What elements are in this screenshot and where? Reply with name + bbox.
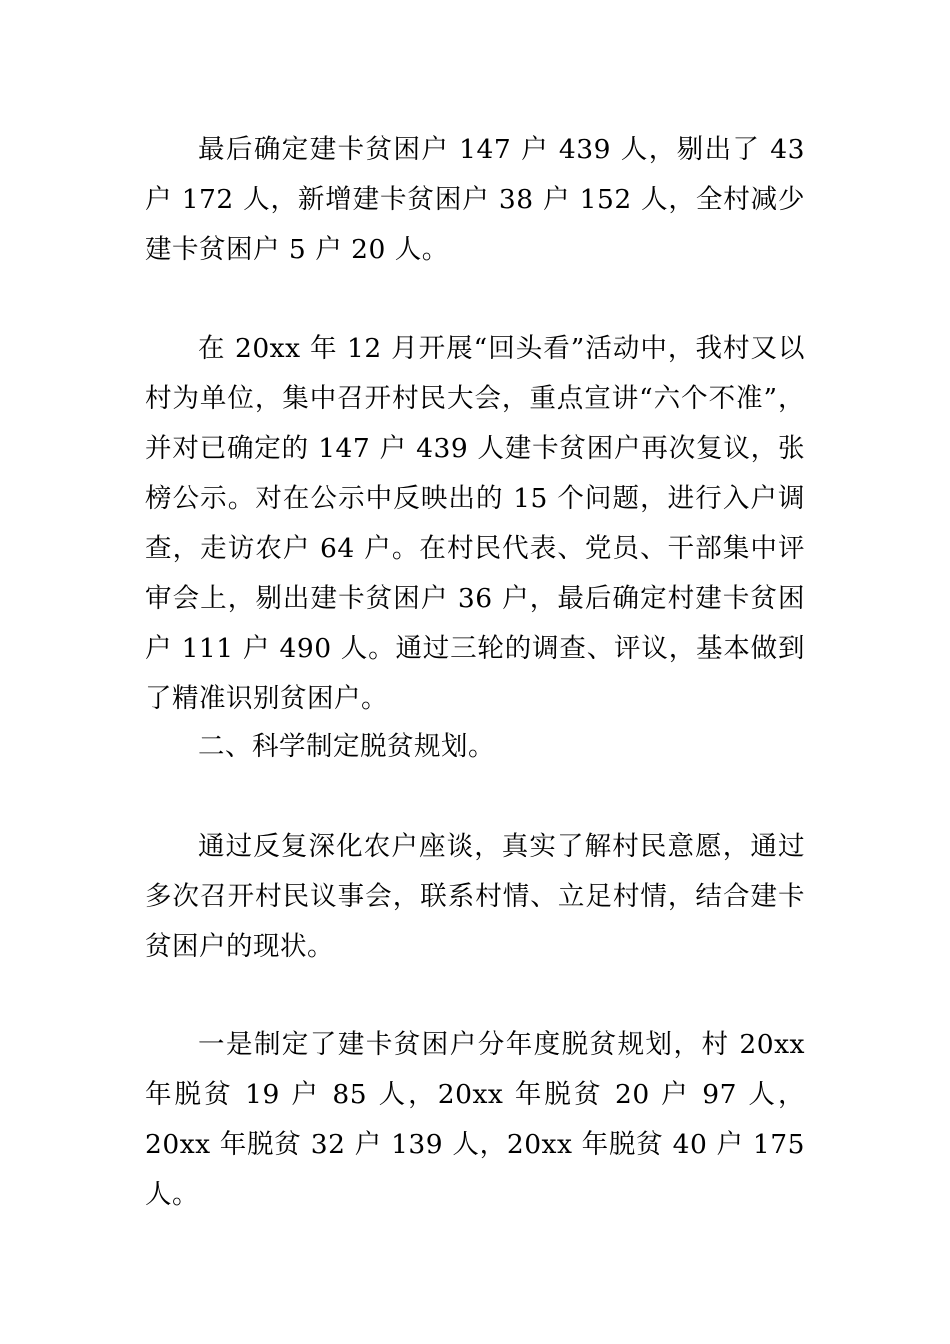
paragraph-villager-consultation: 通过反复深化农户座谈，真实了解村民意愿，通过多次召开村民议事会，联系村情、立足村情，结合建卡贫困户的现状。 [145,831,805,962]
section-heading-planning: 二、科学制定脱贫规划。 [198,731,495,762]
paragraph-poverty-households-summary: 最后确定建卡贫困户 147 户 439 人，剔出了 43 户 172 人，新增建卡贫困户 38 户 152 人，全村减少建卡贫困户 5 户 20 人。 [145,134,805,265]
paragraph-review-activity: 在 20xx 年 12 月开展“回头看”活动中，我村又以村为单位，集中召开村民大会，重点宣讲“六个不准”，并对已确定的 147 户 439 人建卡贫困户再次复议，张榜公示。对在公示中反映出的 15 个问题，进行入户调查，走访农户 64 户。在村民代表、党员、干部集中评审会上，剔出建卡贫困户 36 户，最后确定村建卡贫困户 111 户 490 人。通过三轮的调查、评议，基本做到了精准识别贫困户。 [145,333,805,714]
paragraph-annual-plan: 一是制定了建卡贫困户分年度脱贫规划，村 20xx 年脱贫 19 户 85 人，20xx 年脱贫 20 户 97 人，20xx 年脱贫 32 户 139 人，20xx 年脱贫 40 户 175 人。 [145,1029,805,1210]
